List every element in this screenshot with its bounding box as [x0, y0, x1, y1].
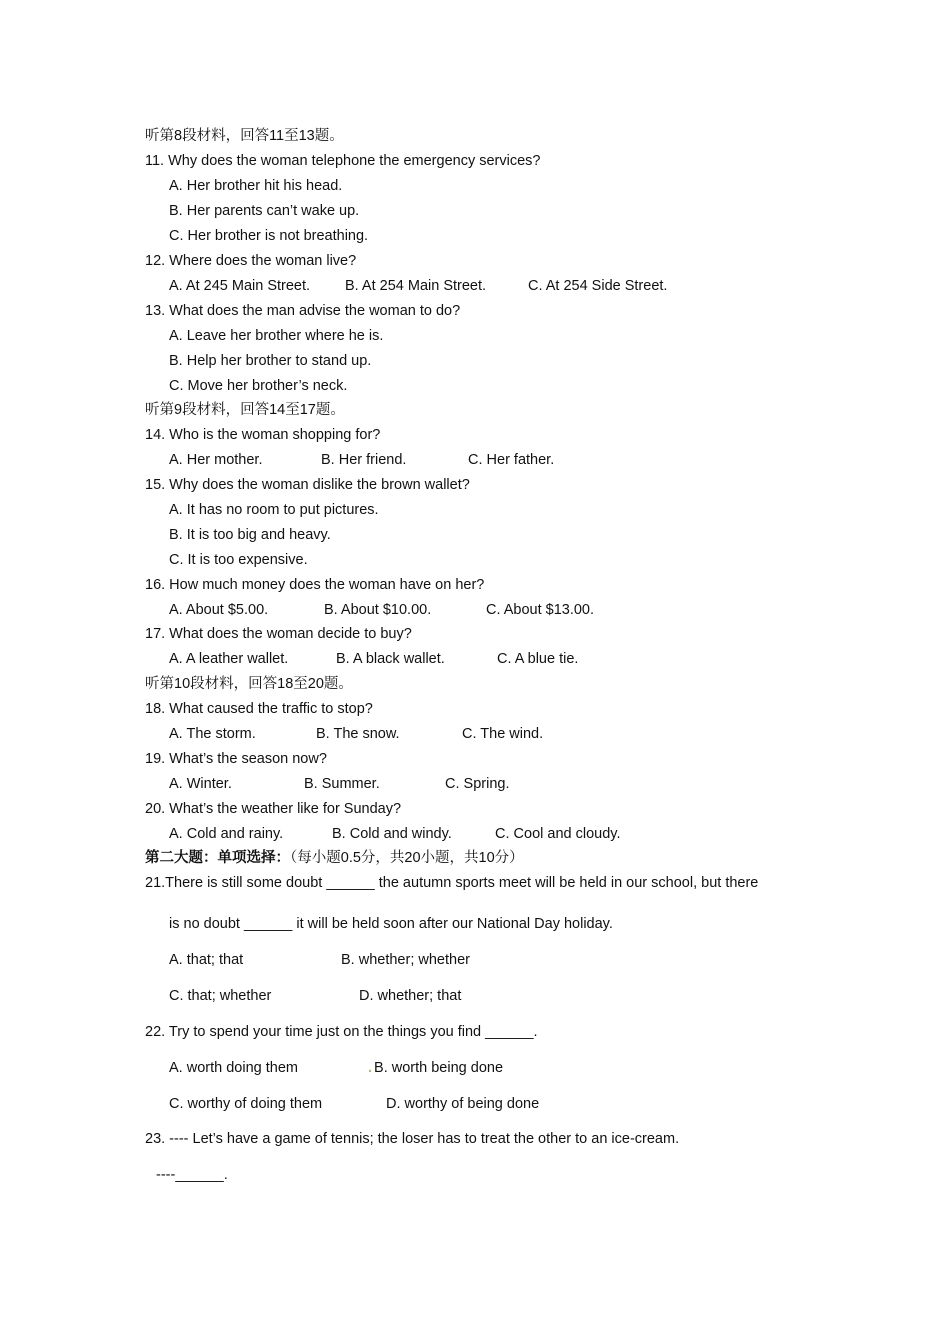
q21-option-b: B. whether; whether: [341, 952, 470, 968]
q19-option-b: B. Summer.: [304, 776, 380, 792]
q17-option-c: C. A blue tie.: [497, 651, 579, 667]
q16-option-c: C. About $13.00.: [486, 602, 595, 618]
stray-dot-mark: .: [368, 1060, 373, 1076]
question-14: 14. Who is the woman shopping for?: [145, 427, 381, 443]
q13-option-b: B. Help her brother to stand up.: [169, 353, 372, 369]
q11-option-b: B. Her parents can’t wake up.: [169, 203, 360, 219]
q15-option-b: B. It is too big and heavy.: [169, 527, 331, 543]
q16-option-b: B. About $10.00.: [324, 602, 432, 618]
q13-option-c: C. Move her brother’s neck.: [169, 378, 348, 394]
section-heading-10: 听第10段材料，回答18至20题。: [145, 676, 353, 692]
question-23-line-1: 23. ---- Let’s have a game of tennis; the loser has to treat the other to an ice-cream.: [145, 1131, 680, 1147]
q16-option-a: A. About $5.00.: [169, 602, 269, 618]
q18-option-c: C. The wind.: [462, 726, 544, 742]
q12-option-a: A. At 245 Main Street.: [169, 278, 311, 294]
question-22: 22. Try to spend your time just on the things you find ______.: [145, 1024, 538, 1040]
question-18: 18. What caused the traffic to stop?: [145, 701, 373, 717]
q21-option-a: A. that; that: [169, 952, 244, 968]
question-21-line-1: 21.There is still some doubt ______ the autumn sports meet will be held in our school, but there: [145, 875, 759, 891]
q15-option-a: A. It has no room to put pictures.: [169, 502, 379, 518]
question-11: 11. Why does the woman telephone the emergency services?: [145, 153, 541, 169]
section-heading-8: 听第8段材料，回答11至13题。: [145, 128, 344, 144]
q12-option-c: C. At 254 Side Street.: [528, 278, 668, 294]
q20-option-b: B. Cold and windy.: [332, 826, 452, 842]
question-12: 12. Where does the woman live?: [145, 253, 357, 269]
question-19: 19. What’s the season now?: [145, 751, 327, 767]
question-23-line-2: ----______.: [156, 1167, 228, 1183]
q15-option-c: C. It is too expensive.: [169, 552, 308, 568]
question-15: 15. Why does the woman dislike the brown wallet?: [145, 477, 470, 493]
q20-option-c: C. Cool and cloudy.: [495, 826, 621, 842]
q22-option-b-wrap: [368, 1058, 503, 1078]
question-13: 13. What does the man advise the woman to do?: [145, 303, 461, 319]
q18-option-a: A. The storm.: [169, 726, 256, 742]
part-two-note: （每小题0.5分，共20小题，共10分）: [290, 850, 524, 866]
q22-option-d: D. worthy of being done: [386, 1096, 540, 1112]
question-21-line-2: is no doubt ______ it will be held soon after our National Day holiday.: [169, 916, 613, 932]
question-16: 16. How much money does the woman have on her?: [145, 577, 485, 593]
question-20: 20. What’s the weather like for Sunday?: [145, 801, 402, 817]
q11-option-a: A. Her brother hit his head.: [169, 178, 343, 194]
q14-option-a: A. Her mother.: [169, 452, 263, 468]
q11-option-c: C. Her brother is not breathing.: [169, 228, 369, 244]
q18-option-b: B. The snow.: [316, 726, 400, 742]
q19-option-a: A. Winter.: [169, 776, 232, 792]
q13-option-a: A. Leave her brother where he is.: [169, 328, 384, 344]
part-two-title: 第二大题：单项选择：: [145, 850, 290, 866]
q20-option-a: A. Cold and rainy.: [169, 826, 284, 842]
q19-option-c: C. Spring.: [445, 776, 510, 792]
q17-option-a: A. A leather wallet.: [169, 651, 289, 667]
q22-option-c: C. worthy of doing them: [169, 1096, 323, 1112]
q14-option-b: B. Her friend.: [321, 452, 407, 468]
q22-option-a: A. worth doing them: [169, 1060, 298, 1076]
q12-option-b: B. At 254 Main Street.: [345, 278, 487, 294]
question-17: 17. What does the woman decide to buy?: [145, 626, 412, 642]
part-two-heading: [145, 848, 524, 868]
q22-option-b: B. worth being done: [374, 1060, 504, 1076]
q21-option-c: C. that; whether: [169, 988, 272, 1004]
q21-option-d: D. whether; that: [359, 988, 462, 1004]
q14-option-c: C. Her father.: [468, 452, 555, 468]
q17-option-b: B. A black wallet.: [336, 651, 445, 667]
section-heading-9: 听第9段材料，回答14至17题。: [145, 402, 345, 418]
